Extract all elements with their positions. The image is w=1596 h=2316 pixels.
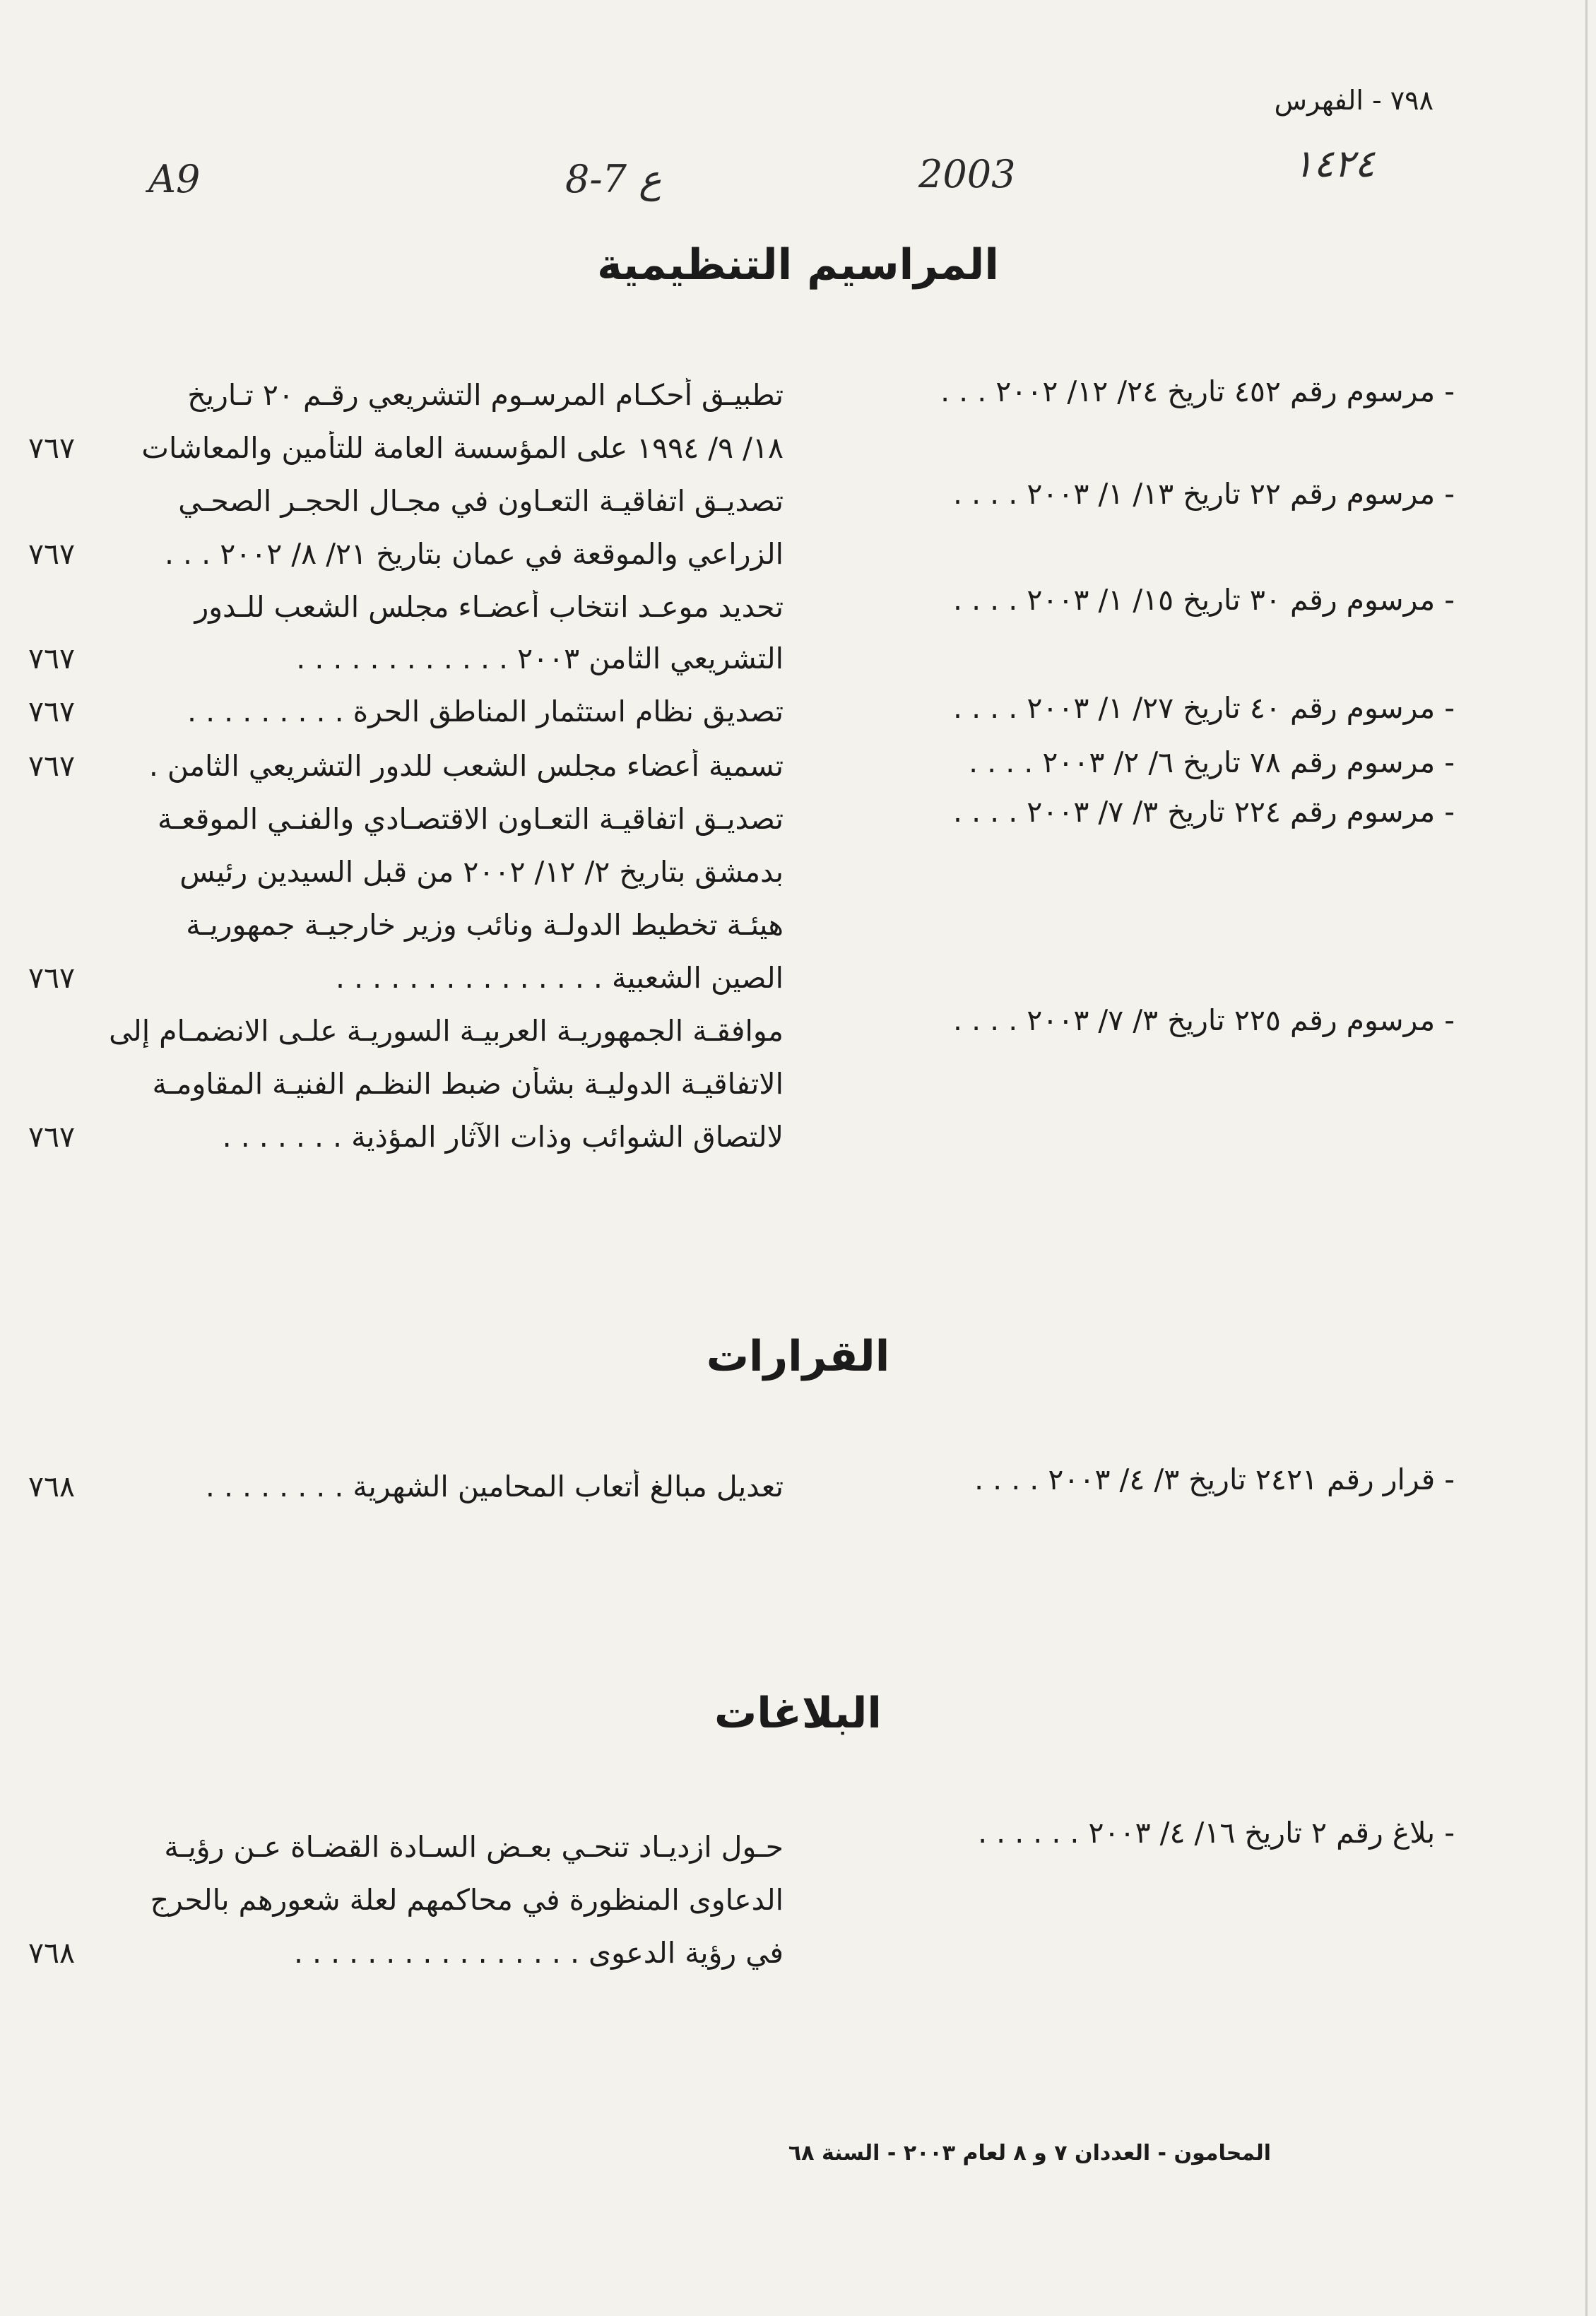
handwritten-hijri-year: ١٤٢٤	[1293, 141, 1376, 186]
decree-ref-22: - مرسوم رقم ٢٢ تاريخ ١٣/ ١/ ٢٠٠٣ . . . .	[953, 477, 1455, 511]
section-title-decrees: المراسيم التنظيمية	[597, 240, 999, 290]
section-title-decisions: القرارات	[706, 1332, 890, 1381]
decree-ref-452: - مرسوم رقم ٤٥٢ تاريخ ٢٤/ ١٢/ ٢٠٠٢ . . .	[940, 374, 1455, 408]
decision-desc-line: تعديل مبالغ أتعاب المحامين الشهرية . . . . . . . .	[205, 1470, 784, 1503]
right-margin-rule	[1585, 0, 1588, 2316]
decree-desc-line: تطبيـق أحكـام المرسـوم التشريعي رقـم ٢٠ تـاريخ	[187, 378, 784, 412]
page-number: ٧٦٧	[28, 749, 76, 783]
decree-desc-line: تحديد موعـد انتخاب أعضـاء مجلس الشعب للـدور	[194, 590, 784, 624]
decree-desc-line: موافقـة الجمهوريـة العربيـة السوريـة علـى الانضمـام إلى	[109, 1014, 784, 1048]
decree-ref-225: - مرسوم رقم ٢٢٥ تاريخ ٣/ ٧/ ٢٠٠٣ . . . .	[953, 1003, 1455, 1037]
decree-desc-line: تسمية أعضاء مجلس الشعب للدور التشريعي الثامن .	[148, 749, 784, 783]
page-number: ٧٦٧	[28, 642, 76, 675]
page-header: ٧٩٨ - الفهرس	[1274, 85, 1434, 116]
decree-desc-line: تصديق نظام استثمار المناطق الحرة . . . . . . . . .	[187, 695, 784, 728]
page-number: ٧٦٨	[28, 1470, 76, 1503]
decree-desc-line: التشريعي الثامن ٢٠٠٣ . . . . . . . . . . . .	[296, 642, 784, 675]
decree-desc-line: تصديـق اتفاقيـة التعـاون الاقتصـادي والفنـي الموقعـة	[158, 802, 784, 836]
page-number: ٧٦٧	[28, 537, 76, 571]
decree-desc-line: الاتفاقيـة الدوليـة بشأن ضبط النظـم الفنيـة المقاومـة	[152, 1067, 784, 1101]
notice-desc-line: حـول ازديـاد تنحـي بعـض السـادة القضـاة عـن رؤيـة	[164, 1830, 784, 1864]
decree-desc-line: هيئـة تخطيط الدولـة ونائب وزير خارجيـة جمهوريـة	[186, 908, 784, 942]
page-number: ٧٦٧	[28, 961, 76, 995]
decree-desc-line: ١٨/ ٩/ ١٩٩٤ على المؤسسة العامة للتأمين والمعاشات	[141, 431, 784, 465]
decree-ref-30: - مرسوم رقم ٣٠ تاريخ ١٥/ ١/ ٢٠٠٣ . . . .	[953, 583, 1455, 617]
decree-ref-78: - مرسوم رقم ٧٨ تاريخ ٦/ ٢/ ٢٠٠٣ . . . .	[969, 745, 1455, 779]
decree-desc-line: لالتصاق الشوائب وذات الآثار المؤذية . . . . . . .	[222, 1120, 784, 1154]
handwritten-issue: 8-7 ع	[565, 157, 662, 201]
page-number: ٧٦٨	[28, 1936, 76, 1970]
page-number: ٧٦٧	[28, 695, 76, 728]
notice-desc-line: في رؤية الدعوى . . . . . . . . . . . . . . . .	[293, 1936, 784, 1970]
page-number: ٧٦٧	[28, 1120, 76, 1154]
decree-desc-line: بدمشق بتاريخ ٢/ ١٢/ ٢٠٠٢ من قبل السيدين رئيس	[179, 855, 784, 889]
page-number: ٧٦٧	[28, 431, 76, 465]
decision-ref-2421: - قرار رقم ٢٤٢١ تاريخ ٣/ ٤/ ٢٠٠٣ . . . .	[974, 1463, 1455, 1496]
decree-ref-40: - مرسوم رقم ٤٠ تاريخ ٢٧/ ١/ ٢٠٠٣ . . . .	[953, 691, 1455, 725]
page-footer: المحامون - العددان ٧ و ٨ لعام ٢٠٠٣ - السنة ٦٨	[788, 2141, 1271, 2166]
handwritten-code: A9	[148, 157, 201, 201]
section-title-notices: البلاغات	[714, 1689, 882, 1738]
decree-desc-line: تصديـق اتفاقيـة التعـاون في مجـال الحجـر الصحـي	[178, 484, 784, 518]
handwritten-year: 2003	[918, 152, 1016, 196]
notice-ref-2: - بلاغ رقم ٢ تاريخ ١٦/ ٤/ ٢٠٠٣ . . . . . .	[978, 1816, 1455, 1850]
decree-desc-line: الصين الشعبية . . . . . . . . . . . . . . .	[336, 961, 784, 995]
decree-ref-224: - مرسوم رقم ٢٢٤ تاريخ ٣/ ٧/ ٢٠٠٣ . . . .	[953, 795, 1455, 829]
decree-desc-line: الزراعي والموقعة في عمان بتاريخ ٢١/ ٨/ ٢٠٠٢ . . .	[164, 537, 784, 571]
notice-desc-line: الدعاوى المنظورة في محاكمهم لعلة شعورهم بالحرج	[150, 1883, 784, 1917]
